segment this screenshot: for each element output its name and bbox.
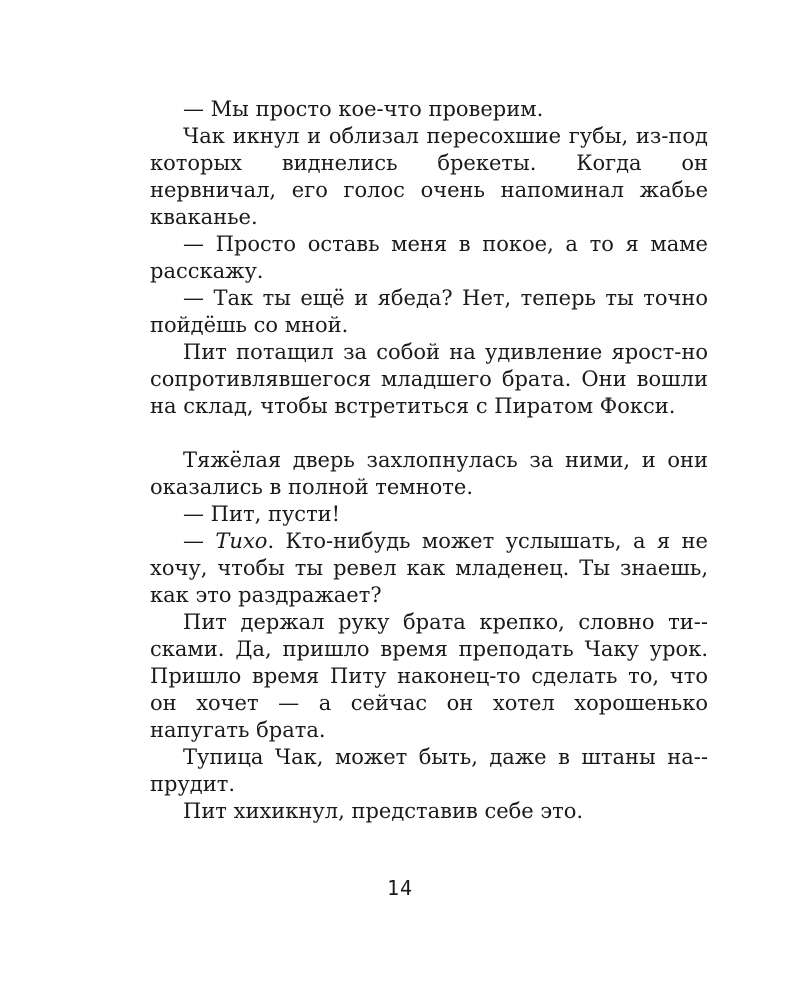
paragraph-6: Тяжёлая дверь захлопнулась за ними, и они оказались в полной темноте. [150,448,708,499]
paragraph-8-rest: . Кто-нибудь может услышать, а я не хочу, чтобы ты ревел как младенец. Ты знаешь, как это раздражает? [150,529,708,607]
paragraph-10: Тупица Чак, может быть, даже в штаны на-прудит. [150,745,708,796]
paragraph-4: — Так ты ещё и ябеда? Нет, теперь ты точно пойдёшь со мной. [150,286,708,337]
paragraph-2: Чак икнул и облизал пересохшие губы, из-под которых виднелись брекеты. Когда он нервничал, его голос очень напоминал жабье кваканье. [150,124,708,229]
paragraph-3: — Просто оставь меня в покое, а то я маме расскажу. [150,232,708,283]
paragraph-1: — Мы просто кое-что проверим. [183,97,544,121]
paragraph-7: — Пит, пусти! [183,502,341,526]
body-text [150,96,708,825]
paragraph-11: Пит хихикнул, представив себе это. [183,799,584,823]
paragraph-5: Пит потащил за собой на удивление ярост-но сопротивлявшегося младшего брата. Они вошли на склад, чтобы встретиться с Пиратом Фокси. [150,340,708,418]
paragraph-8-prefix: — [183,529,216,553]
paragraph-8 [150,528,708,609]
page-number: 14 [386,876,414,900]
paragraph-9: Пит держал руку брата крепко, словно ти-сками. Да, пришло время преподать Чаку урок. Пришло время Питу наконец-то сделать то, что он хочет — а сейчас он хотел хорошенько напугать брата. [150,610,708,742]
paragraph-8-italic: Тихо [215,529,268,553]
